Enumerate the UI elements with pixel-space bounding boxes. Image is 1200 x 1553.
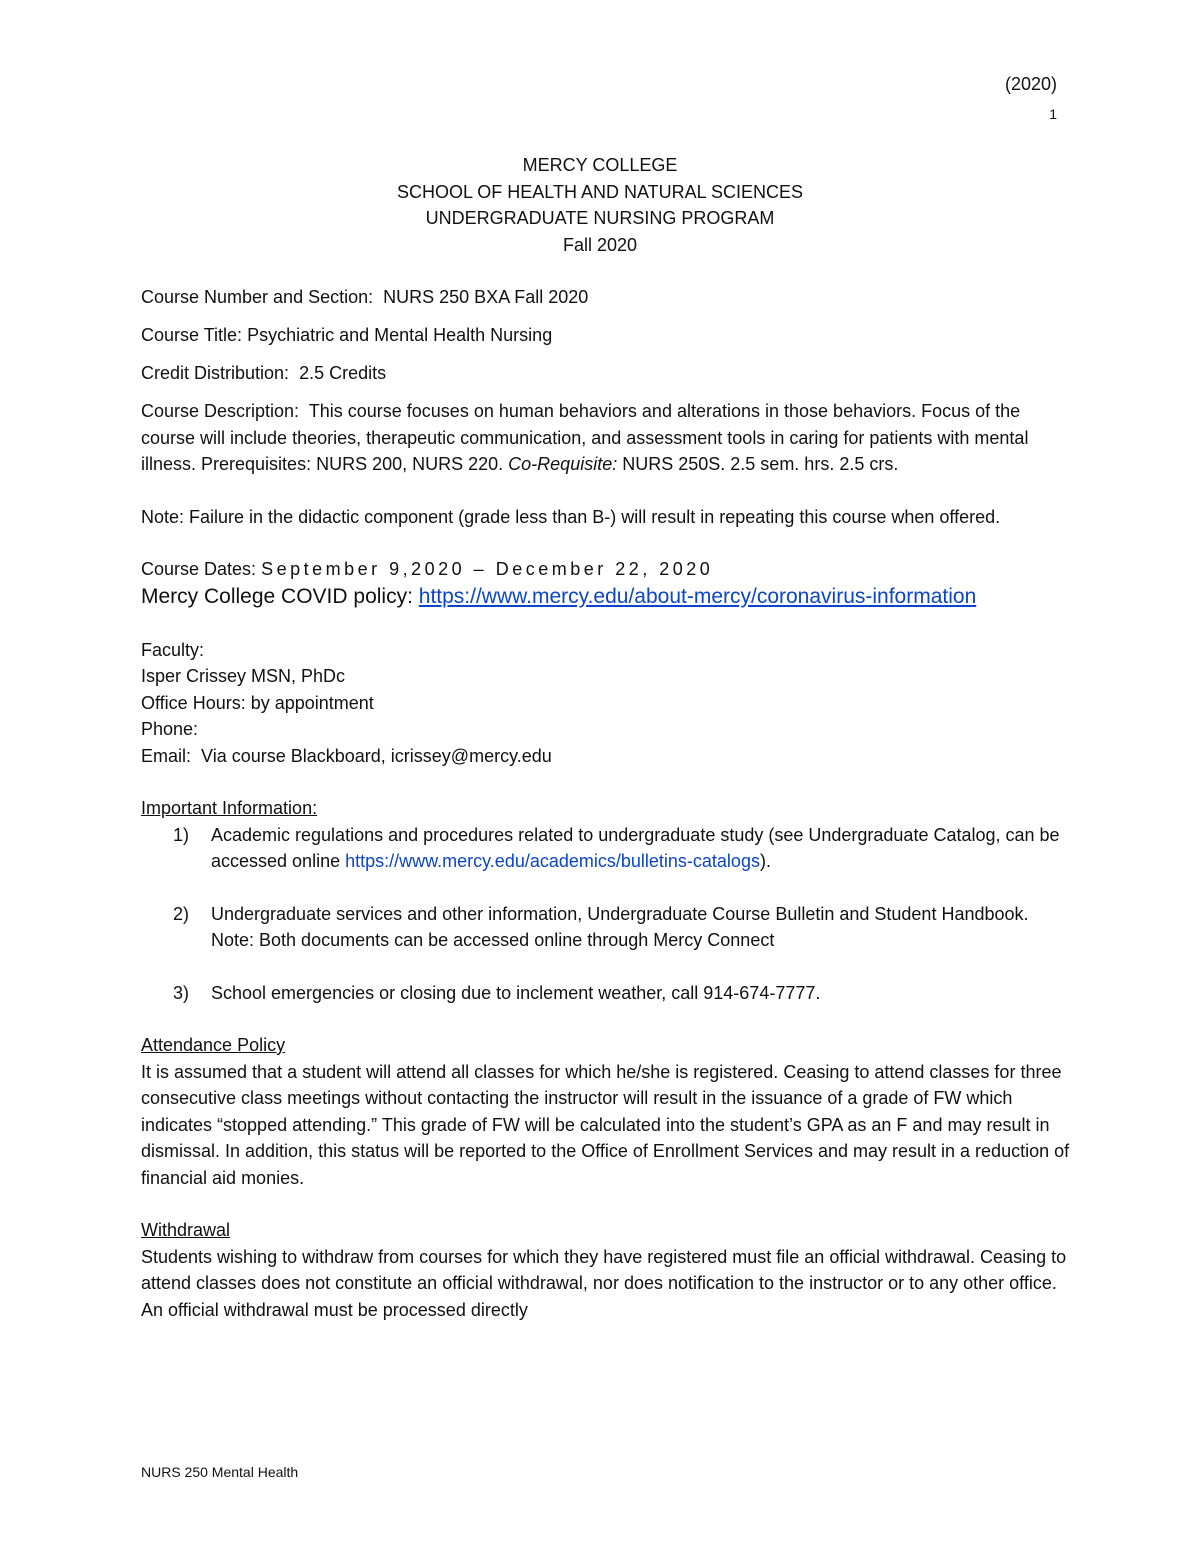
important-heading: Important Information:	[141, 798, 318, 818]
faculty-heading: Faculty:	[141, 639, 205, 660]
faculty-name: Isper Crissey MSN, PhDc	[141, 666, 346, 686]
office-hours: Office Hours: by appointment	[141, 692, 374, 713]
institution-name: MERCY COLLEGE	[522, 155, 678, 175]
title-block	[0, 152, 1200, 258]
school-name: SCHOOL OF HEALTH AND NATURAL SCIENCES	[396, 181, 804, 202]
faculty-phone: Phone:	[141, 719, 199, 739]
important-list	[141, 822, 1071, 1007]
attendance-text: It is assumed that a student will attend all classes for which he/she is registered. Ceasing to attend classes for three consecutive class meetings without contacting the instructor will result in the issuance of a grade of FW which indicates “stopped attending.” This grade of FW will be calculated into the student’s GPA as an F and may result in dismissal. In addition, this status will be reported to the Office of Enrollment Services and may result in a reduction of financial aid monies.	[141, 1061, 1070, 1188]
course-number: Course Number and Section: NURS 250 BXA Fall 2020	[141, 287, 589, 307]
failure-note: Note: Failure in the didactic component (grade less than B-) will result in repeating this course when offered.	[141, 506, 1001, 527]
covid-policy-link[interactable]: https://www.mercy.edu/about-mercy/coronavirus-information	[418, 584, 977, 608]
term: Fall 2020	[562, 234, 638, 255]
program-name: UNDERGRADUATE NURSING PROGRAM	[425, 208, 775, 228]
course-dates: Course Dates: September 9,2020 – December 22, 2020	[141, 559, 714, 579]
catalog-link[interactable]: https://www.mercy.edu/academics/bulletins-catalogs	[345, 851, 760, 871]
course-title: Course Title: Psychiatric and Mental Health Nursing	[141, 325, 553, 345]
faculty-email: Email: Via course Blackboard, icrissey@mercy.edu	[141, 745, 552, 766]
attendance-heading: Attendance Policy	[141, 1035, 286, 1055]
course-description: Course Description: This course focuses on human behaviors and alterations in those behaviors. Focus of the course will include theories, therapeutic communication, and assessment tools in caring for patients with mental illness. Prerequisites: NURS 200, NURS 220. Co-Requisite: NURS 250S. 2.5 sem. hrs. 2.5 crs.	[141, 401, 1029, 474]
page-number: 1	[1049, 106, 1057, 122]
document-body	[141, 284, 1071, 1323]
withdrawal-heading: Withdrawal	[141, 1220, 231, 1240]
withdrawal-text: Students wishing to withdraw from courses for which they have registered must file an official withdrawal. Ceasing to attend classes does not constitute an official withdrawal, nor does notification to the instructor or to any other office. An official withdrawal must be processed directly	[141, 1246, 1067, 1320]
covid-policy: Mercy College COVID policy: https://www.mercy.edu/about-mercy/coronavirus-information	[141, 584, 977, 608]
list-item: 2) Undergraduate services and other information, Undergraduate Course Bulletin and Student Handbook. Note: Both documents can be accessed online through Mercy Connect	[173, 903, 1029, 950]
header-year: (2020)	[1004, 74, 1057, 94]
list-item: 1) Academic regulations and procedures related to undergraduate study (see Undergraduate Catalog, can be accessed online https://www.mercy.edu/academics/bulletins-catalogs).	[173, 824, 1060, 871]
page-footer: NURS 250 Mental Health	[141, 1464, 299, 1480]
list-item: 3) School emergencies or closing due to inclement weather, call 914-674-7777.	[173, 982, 821, 1003]
credit-distribution: Credit Distribution: 2.5 Credits	[141, 363, 387, 383]
